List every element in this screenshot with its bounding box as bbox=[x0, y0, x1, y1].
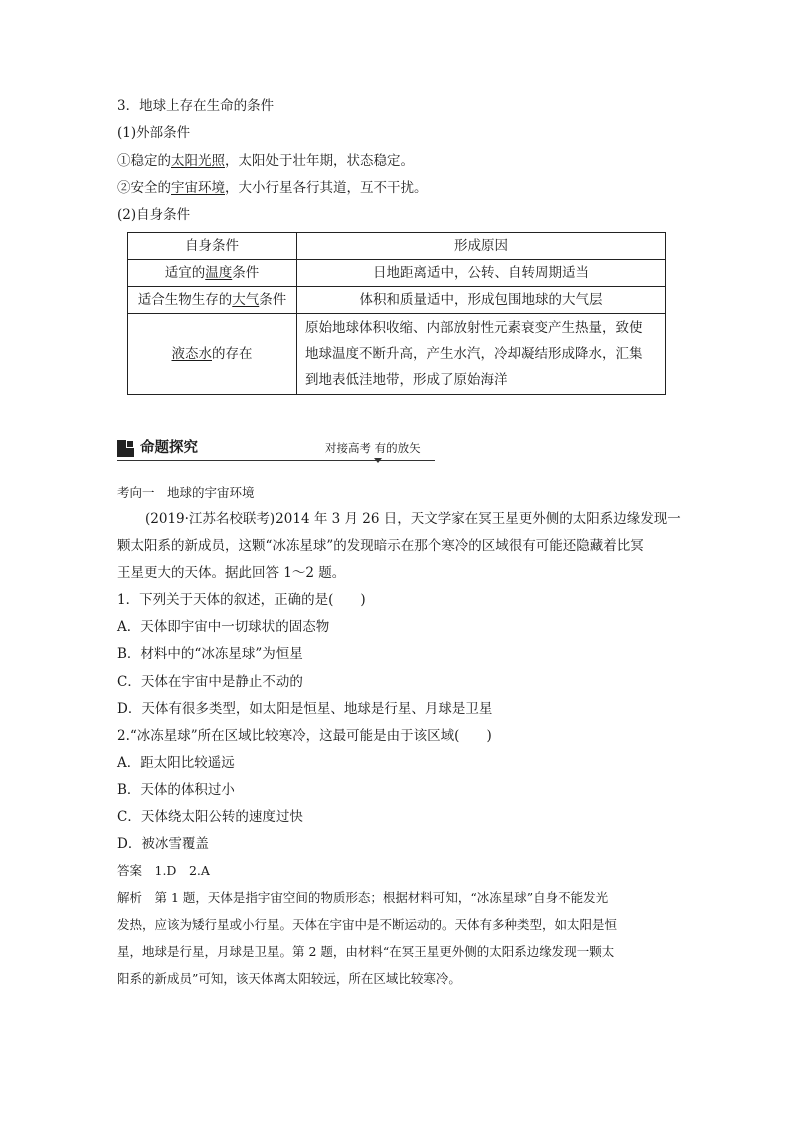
answer-line: 答案 1.D 2.A bbox=[117, 863, 210, 878]
table-cell bbox=[128, 314, 297, 395]
question-2-option-a: A．距太阳比较遥远 bbox=[117, 755, 235, 771]
cell-line: 到地表低洼地带，形成了原始海洋 bbox=[305, 372, 508, 388]
section-title: 命题探究 bbox=[140, 440, 198, 456]
cell-text: 的存在 bbox=[212, 346, 253, 362]
cell-text: 条件 bbox=[259, 292, 287, 308]
cell-text: 条件 bbox=[232, 265, 260, 281]
item2-suffix: ，大小行星各行其道，互不干扰。 bbox=[225, 180, 428, 196]
external-conditions-heading: (1)外部条件 bbox=[117, 125, 191, 141]
internal-conditions-heading: (2)自身条件 bbox=[117, 207, 191, 223]
section-square-icon bbox=[117, 440, 134, 457]
analysis-line: 星，地球是行星，月球是卫星。第 2 题，由材料“在冥王星更外侧的太阳系边缘发现一颗太 bbox=[117, 944, 615, 959]
item1-suffix: ，太阳处于壮年期，状态稳定。 bbox=[225, 153, 414, 169]
question-1-option-c: C．天体在宇宙中是静止不动的 bbox=[117, 674, 303, 690]
table-header-cell: 自身条件 bbox=[128, 233, 297, 260]
item1-underlined-term: 太阳光照 bbox=[171, 153, 225, 169]
table-cell: 体积和质量适中，形成包围地球的大气层 bbox=[297, 287, 666, 314]
table-row bbox=[128, 287, 666, 314]
question-1-option-d: D．天体有很多类型，如太阳是恒星、地球是行星、月球是卫星 bbox=[117, 701, 493, 717]
question-1-option-a: A．天体即宇宙中一切球状的固态物 bbox=[117, 619, 330, 635]
cell-line: 地球温度不断升高，产生水汽，冷却凝结形成降水，汇集 bbox=[305, 346, 643, 362]
question-1-option-b: B．材料中的“冰冻星球”为恒星 bbox=[117, 646, 303, 662]
question-2-option-c: C．天体绕太阳公转的速度过快 bbox=[117, 809, 303, 825]
item2-prefix: ②安全的 bbox=[117, 180, 171, 196]
table-header-row bbox=[128, 233, 666, 260]
cell-text: 适宜的 bbox=[164, 265, 206, 281]
question-1: 1．下列关于天体的叙述，正确的是( ) bbox=[117, 592, 366, 608]
question-2-option-d: D．被冰雪覆盖 bbox=[117, 836, 209, 852]
section-header bbox=[117, 436, 435, 462]
conditions-table bbox=[127, 232, 666, 395]
section-divider bbox=[117, 460, 435, 461]
question-2-option-b: B．天体的体积过小 bbox=[117, 782, 235, 798]
intro-line: (2019·江苏名校联考)2014 年 3 月 26 日，天文学家在冥王星更外侧的太阳系边缘发现一 bbox=[145, 511, 681, 527]
cell-underlined-term: 大气 bbox=[232, 292, 260, 308]
intro-line: 颗太阳系的新成员，这颗“冰冻星球”的发现暗示在那个寒冷的区域很有可能还隐藏着比冥 bbox=[117, 538, 644, 554]
external-condition-item-1 bbox=[117, 151, 414, 171]
cell-text: 适合生物生存的 bbox=[137, 292, 233, 308]
table-cell: 日地距离适中，公转、自转周期适当 bbox=[297, 260, 666, 287]
analysis-line: 阳系的新成员”可知，该天体离太阳较远，所在区域比较寒冷。 bbox=[117, 971, 461, 986]
divider-notch bbox=[374, 458, 382, 463]
table-cell bbox=[128, 260, 297, 287]
intro-line: 王星更大的天体。据此回答 1～2 题。 bbox=[117, 565, 346, 581]
table-row bbox=[128, 260, 666, 287]
table-cell bbox=[128, 287, 297, 314]
item1-prefix: ①稳定的 bbox=[117, 153, 171, 169]
analysis-line: 发热，应该为矮行星或小行星。天体在宇宙中是不断运动的。天体有多种类型，如太阳是恒 bbox=[117, 917, 618, 932]
topic-heading: 考向一 地球的宇宙环境 bbox=[117, 485, 255, 500]
table-cell-multiline bbox=[297, 314, 666, 395]
table-header-cell: 形成原因 bbox=[297, 233, 666, 260]
section-tagline: 对接高考 有的放矢 bbox=[325, 441, 421, 455]
cell-line: 原始地球体积收缩、内部放射性元素衰变产生热量，致使 bbox=[305, 320, 643, 336]
section-heading-life-conditions: 3．地球上存在生命的条件 bbox=[117, 98, 275, 114]
cell-underlined-term: 液态水 bbox=[171, 346, 212, 362]
cell-underlined-term: 温度 bbox=[205, 265, 233, 281]
analysis-line: 解析 第 1 题，天体是指宇宙空间的物质形态；根据材料可知，“冰冻星球”自身不能发光 bbox=[117, 890, 609, 905]
external-condition-item-2 bbox=[117, 178, 428, 198]
item2-underlined-term: 宇宙环境 bbox=[171, 180, 225, 196]
question-2: 2.“冰冻星球”所在区域比较寒冷，这最可能是由于该区域( ) bbox=[117, 728, 492, 744]
table-row bbox=[128, 314, 666, 395]
